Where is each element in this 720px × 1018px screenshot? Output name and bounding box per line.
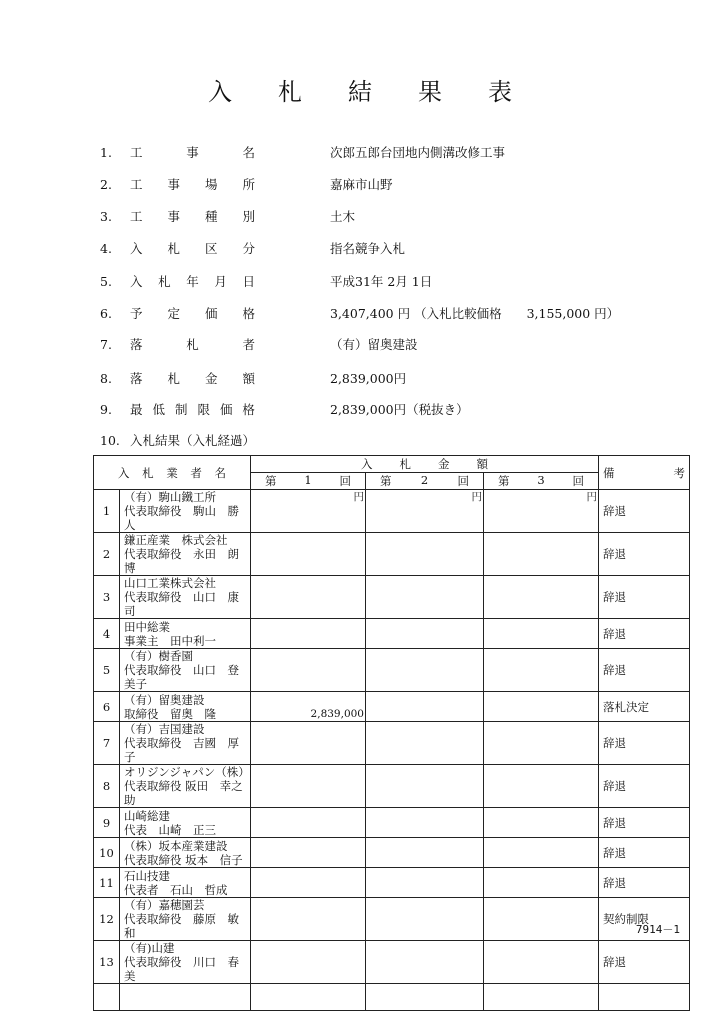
note-cell: 辞退 — [599, 619, 690, 649]
item-label-char: 予 — [130, 306, 143, 321]
bid-amount-round-2 — [366, 868, 484, 898]
note-cell: 辞退 — [599, 490, 690, 533]
bid-amount-round-3 — [484, 692, 599, 722]
title-char: 表 — [488, 78, 512, 106]
bidder-representative: 事業主 田中利一 — [124, 633, 216, 648]
item-label-char: 工 — [130, 177, 143, 192]
bid-amount-round-2 — [366, 722, 484, 765]
bidder-representative: 取締役 留奥 隆 — [124, 706, 216, 721]
bid-results-table — [93, 455, 690, 1011]
bid-amount-round-3 — [484, 838, 599, 868]
note-cell: 辞退 — [599, 838, 690, 868]
item-number: 6. — [100, 305, 112, 321]
note-cell: 辞退 — [599, 765, 690, 808]
bid-amount-round-1 — [251, 838, 366, 868]
item-value: 平成31年 2月 1日 — [330, 274, 433, 289]
bidder-representative: 代表取締役 永田 朗博 — [124, 547, 239, 575]
item-label-char: 日 — [242, 274, 255, 289]
bid-amount-round-1 — [251, 808, 366, 838]
header-char: 第 — [265, 474, 277, 488]
item-label-char: 入 — [130, 241, 143, 256]
header-char: 額 — [476, 457, 488, 471]
row-number: 8 — [94, 765, 120, 808]
bidder-representative: 代表取締役 駒山 勝人 — [124, 504, 239, 532]
item-label-char: 事 — [167, 177, 180, 192]
table-row — [94, 490, 690, 533]
bid-amount-round-3: 円 — [484, 490, 599, 533]
bidder-representative: 代表取締役 川口 春美 — [124, 955, 239, 983]
item-label — [130, 369, 255, 387]
page-code: 7914－1 — [635, 923, 680, 936]
table-row — [94, 576, 690, 619]
item-label-char: 年 — [186, 274, 199, 289]
header-char: 金 — [438, 457, 450, 471]
item-label-char: 所 — [242, 177, 255, 192]
note-cell: 辞退 — [599, 576, 690, 619]
item-label-char: 名 — [242, 145, 255, 160]
row-number: 3 — [94, 576, 120, 619]
header-char: 名 — [214, 465, 226, 480]
row-number: 6 — [94, 692, 120, 722]
item-label — [130, 335, 255, 353]
row-number: 13 — [94, 941, 120, 984]
item-label — [130, 272, 255, 290]
bidder-representative: 代表者 石山 哲成 — [124, 882, 228, 897]
header-note — [599, 456, 690, 490]
item-label — [130, 304, 255, 322]
bidder-name: オリジンジャパン（株） — [124, 765, 250, 779]
item-label — [130, 207, 255, 225]
item-row — [100, 366, 700, 390]
table-row — [94, 533, 690, 576]
bid-amount-round-3 — [484, 941, 599, 984]
bid-amount-round-3 — [484, 765, 599, 808]
table-row — [94, 898, 690, 941]
bidder-cell — [120, 619, 251, 649]
bid-amount-round-1 — [251, 898, 366, 941]
bid-amount-round-1 — [251, 722, 366, 765]
title-char: 果 — [418, 78, 442, 106]
item-label — [130, 143, 255, 161]
note-cell: 辞退 — [599, 722, 690, 765]
empty-cell — [599, 984, 690, 1011]
bid-amount-round-1 — [251, 576, 366, 619]
item-value: 2,839,000円 — [330, 371, 407, 386]
item-number: 8. — [100, 370, 112, 386]
bidder-cell — [120, 898, 251, 941]
item-label-char: 金 — [204, 371, 218, 386]
bid-amount-round-2 — [366, 649, 484, 692]
header-round — [366, 473, 484, 490]
item-label-char: 工 — [130, 209, 143, 224]
bid-amount-round-1 — [251, 868, 366, 898]
item-label-char: 種 — [204, 209, 218, 224]
header-char: 第 — [380, 474, 392, 488]
item-label-char: 別 — [242, 209, 255, 224]
bidder-name: （有）嘉穂園芸 — [124, 898, 205, 912]
item-label-char: 定 — [167, 306, 180, 321]
item-label — [130, 239, 255, 257]
header-round — [251, 473, 366, 490]
note-cell: 辞退 — [599, 533, 690, 576]
title-char: 結 — [348, 78, 372, 106]
bidder-representative: 代表取締役 坂本 信子 — [124, 852, 243, 867]
bidder-cell — [120, 490, 251, 533]
item-number: 4. — [100, 240, 112, 256]
item-label — [130, 175, 255, 193]
item-row — [100, 172, 700, 196]
note-cell: 辞退 — [599, 649, 690, 692]
bidder-cell — [120, 838, 251, 868]
item-number: 10. — [100, 432, 120, 448]
item-value: 次郎五郎台団地内側溝改修工事 — [330, 145, 506, 160]
header-bid-amount — [251, 456, 599, 473]
row-number: 11 — [94, 868, 120, 898]
item-number: 3. — [100, 208, 112, 224]
item-label-char: 制 — [174, 402, 188, 417]
bidder-name: 鎌正産業 株式会社 — [124, 533, 228, 547]
page-title — [0, 72, 720, 112]
item-label-char: 札 — [167, 241, 180, 256]
bid-amount-round-2 — [366, 576, 484, 619]
note-cell: 辞退 — [599, 868, 690, 898]
bid-amount-round-1: 2,839,000 — [251, 692, 366, 722]
bid-amount-round-3 — [484, 576, 599, 619]
note-cell: 契約制限 — [599, 898, 690, 941]
item-label-char: 価 — [204, 306, 218, 321]
item-label-char: 札 — [186, 337, 199, 352]
row-number: 12 — [94, 898, 120, 941]
item-value: 嘉麻市山野 — [330, 177, 393, 192]
table-row — [94, 808, 690, 838]
bid-amount-round-2: 円 — [366, 490, 484, 533]
row-number: 2 — [94, 533, 120, 576]
item-label-char: 者 — [242, 337, 255, 352]
header-char: 業 — [166, 465, 178, 480]
row-number: 10 — [94, 838, 120, 868]
item-value: 指名競争入札 — [330, 241, 406, 256]
title-char: 入 — [208, 78, 232, 106]
item-label-char: 落 — [130, 371, 143, 386]
bid-amount-round-3 — [484, 808, 599, 838]
bidder-cell — [120, 722, 251, 765]
item-value: 2,839,000円（税抜き） — [330, 402, 469, 417]
header-char: 回 — [457, 474, 469, 488]
item-label-char: 最 — [130, 402, 143, 417]
empty-cell — [366, 984, 484, 1011]
item-label-char: 入札結果（入札経過） — [130, 433, 256, 448]
item-label-char: 事 — [186, 145, 199, 160]
header-char: 備 — [603, 465, 615, 480]
table-row — [94, 692, 690, 722]
bid-amount-round-3 — [484, 898, 599, 941]
bidder-cell — [120, 808, 251, 838]
bidder-name: （有）樹香園 — [124, 649, 193, 663]
bid-amount-round-2 — [366, 898, 484, 941]
bidder-cell — [120, 868, 251, 898]
item-label-char: 札 — [167, 371, 180, 386]
header-char: 札 — [142, 465, 154, 480]
bid-amount-round-1 — [251, 619, 366, 649]
bid-amount-round-2 — [366, 533, 484, 576]
item-value: 3,407,400 円 （入札比較価格 3,155,000 円） — [330, 306, 620, 321]
bidder-name: 山崎総建 — [124, 808, 170, 823]
bid-amount-round-1: 円 — [251, 490, 366, 533]
bidder-name: 山口工業株式会社 — [124, 576, 216, 590]
header-char: 回 — [572, 474, 584, 488]
bidder-representative: 代表取締役 山口 登美子 — [124, 663, 239, 691]
item-label-char: 工 — [130, 145, 143, 160]
item-number: 9. — [100, 401, 112, 417]
bid-amount-round-3 — [484, 649, 599, 692]
table-row — [94, 649, 690, 692]
header-char: 入 — [118, 465, 130, 480]
bidder-representative: 代表取締役 阪田 幸之助 — [124, 779, 243, 807]
empty-cell — [120, 984, 251, 1011]
bid-amount-round-2 — [366, 765, 484, 808]
table-row-empty — [94, 984, 690, 1011]
header-char: 2 — [420, 473, 429, 487]
table-row — [94, 619, 690, 649]
item-label-char: 札 — [158, 274, 171, 289]
row-number: 7 — [94, 722, 120, 765]
note-cell: 落札決定 — [599, 692, 690, 722]
bidder-name: （株）坂本産業建設 — [124, 838, 228, 853]
bid-amount-round-1 — [251, 765, 366, 808]
item-label — [130, 431, 360, 449]
item-number: 1. — [100, 144, 112, 160]
bid-amount-round-2 — [366, 808, 484, 838]
bidder-name: （有)山建 — [124, 941, 175, 955]
note-cell: 辞退 — [599, 941, 690, 984]
row-number: 1 — [94, 490, 120, 533]
header-bidder-name — [94, 456, 251, 490]
item-number: 7. — [100, 336, 112, 352]
bid-amount-round-1 — [251, 649, 366, 692]
item-label-char: 落 — [130, 337, 143, 352]
row-number: 4 — [94, 619, 120, 649]
bidder-cell — [120, 533, 251, 576]
bidder-name: 田中総業 — [124, 619, 170, 634]
item-label-char: 低 — [152, 402, 165, 417]
item-row — [100, 236, 700, 260]
bid-amount-round-1 — [251, 941, 366, 984]
header-round — [484, 473, 599, 490]
item-value: 土木 — [330, 209, 356, 224]
bidder-name: 石山技建 — [124, 868, 170, 883]
table-row — [94, 941, 690, 984]
note-cell: 辞退 — [599, 808, 690, 838]
item-label-char: 月 — [214, 274, 227, 289]
bidder-cell — [120, 941, 251, 984]
table-row — [94, 838, 690, 868]
item-row — [100, 428, 700, 452]
bidder-representative: 代表取締役 藤原 敏和 — [124, 912, 239, 940]
bidder-cell — [120, 692, 251, 722]
item-row — [100, 332, 700, 356]
row-number: 9 — [94, 808, 120, 838]
item-number: 2. — [100, 176, 112, 192]
item-label — [130, 400, 255, 418]
bidder-cell — [120, 576, 251, 619]
item-label-char: 価 — [219, 402, 233, 417]
header-char: 1 — [304, 473, 312, 487]
bid-amount-round-3 — [484, 619, 599, 649]
item-label-char: 事 — [167, 209, 180, 224]
item-label-char: 額 — [242, 371, 255, 386]
bid-amount-round-3 — [484, 533, 599, 576]
item-value: （有）留奥建設 — [330, 337, 418, 352]
item-number: 5. — [100, 273, 112, 289]
item-row — [100, 204, 700, 228]
item-row — [100, 140, 700, 164]
header-char: 3 — [537, 473, 545, 487]
bid-amount-round-2 — [366, 941, 484, 984]
header-char: 者 — [190, 465, 202, 480]
item-row — [100, 269, 700, 293]
item-label-char: 格 — [242, 306, 255, 321]
bid-amount-round-2 — [366, 838, 484, 868]
bidder-name: （有）吉国建設 — [124, 722, 205, 736]
table-row — [94, 765, 690, 808]
bidder-name: （有）駒山鐵工所 — [124, 490, 216, 504]
item-label-char: 入 — [130, 274, 143, 289]
bidder-representative: 代表取締役 山口 康司 — [124, 590, 239, 618]
row-number: 5 — [94, 649, 120, 692]
table-row — [94, 722, 690, 765]
bid-amount-round-3 — [484, 868, 599, 898]
header-char: 札 — [399, 457, 411, 471]
item-label-char: 格 — [242, 402, 255, 417]
empty-cell — [94, 984, 120, 1011]
header-char: 考 — [673, 465, 685, 480]
empty-cell — [251, 984, 366, 1011]
bid-amount-round-2 — [366, 692, 484, 722]
item-label-char: 分 — [242, 241, 255, 256]
header-char: 回 — [339, 474, 351, 488]
table-row — [94, 868, 690, 898]
header-char: 第 — [498, 474, 510, 488]
empty-cell — [484, 984, 599, 1011]
item-label-char: 限 — [197, 402, 210, 417]
header-char: 入 — [361, 457, 373, 471]
bidder-cell — [120, 765, 251, 808]
bid-amount-round-2 — [366, 619, 484, 649]
bidder-representative: 代表取締役 吉國 厚子 — [124, 736, 239, 764]
bidder-name: （有）留奥建設 — [124, 692, 205, 707]
title-char: 札 — [278, 78, 302, 106]
bid-amount-round-1 — [251, 533, 366, 576]
item-label-char: 場 — [204, 177, 218, 192]
bidder-cell — [120, 649, 251, 692]
bidder-representative: 代表 山崎 正三 — [124, 822, 216, 837]
item-row — [100, 397, 700, 421]
item-label-char: 区 — [204, 241, 218, 256]
bid-amount-round-3 — [484, 722, 599, 765]
item-row — [100, 301, 700, 325]
